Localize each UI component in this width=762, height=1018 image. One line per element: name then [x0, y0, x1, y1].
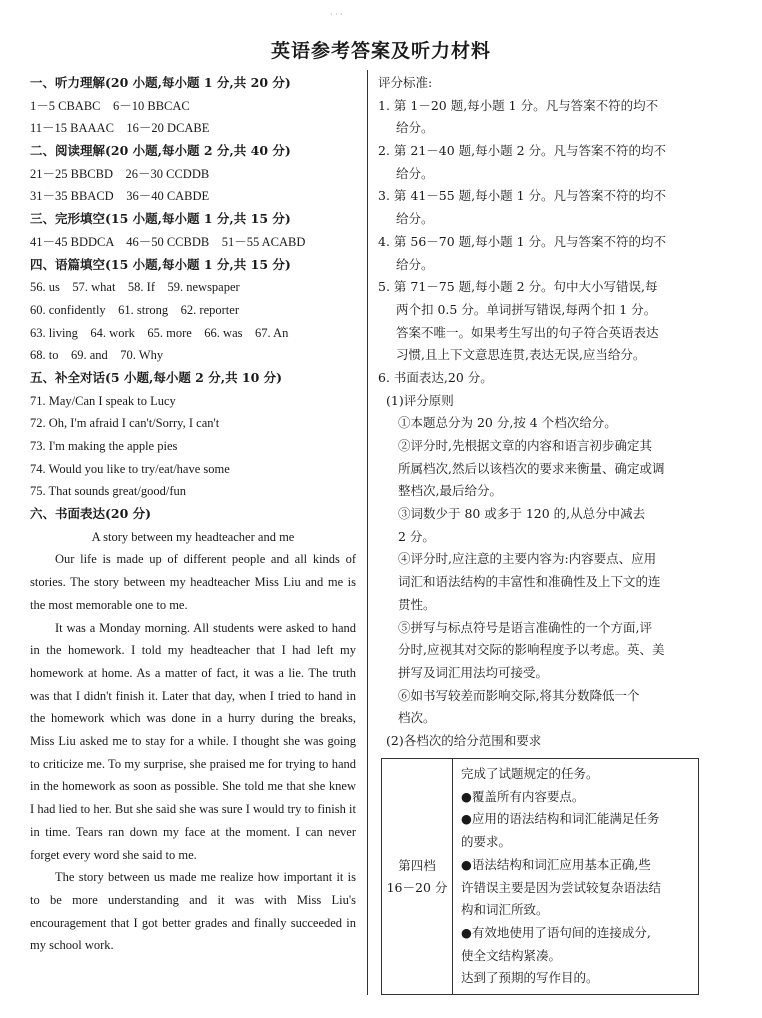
criteria-line: ②评分时,先根据文章的内容和语言初步确定其: [398, 438, 652, 453]
criteria-line: 贯性。: [398, 596, 436, 612]
answer-line: 73. I'm making the apple pies: [30, 439, 178, 453]
answer-line: 74. Would you like to try/eat/have some: [30, 461, 230, 476]
criteria-line: 给分。: [396, 120, 434, 136]
criteria-line: 答案不唯一。如果考生写出的句子符合英语表达: [396, 324, 659, 340]
grade-table: [381, 758, 699, 995]
answer-line: 68. to 69. and 70. Why: [30, 348, 164, 363]
answer-line: 21－25 BBCBD 26－30 CCDDB: [30, 166, 210, 181]
requirement-line: 的要求。: [461, 834, 512, 850]
criteria-line: 3. 第 41－55 题,每小题 1 分。凡与答案不符的均不: [378, 188, 667, 204]
column-divider: [367, 70, 368, 995]
criteria-line: 习惯,且上下文意思连贯,表达无误,应当给分。: [396, 347, 646, 363]
answer-line: 41－45 BDDCA 46－50 CCBDB 51－55 ACABD: [30, 234, 306, 249]
criteria-line: ④评分时,应注意的主要内容为:内容要点、应用: [398, 551, 657, 567]
requirement-line: 使全文结构紧凑。: [461, 947, 562, 963]
essay-body: [30, 548, 356, 957]
answer-line: 31－35 BBACD 36－40 CABDE: [30, 189, 210, 204]
requirement-line: ●覆盖所有内容要点。: [461, 788, 585, 804]
answer-line: 71. May/Can I speak to Lucy: [30, 393, 176, 408]
grade-level-range: 16－20 分: [386, 879, 448, 895]
criteria-line: 词汇和语法结构的丰富性和准确性及上下文的连: [398, 574, 661, 590]
section-heading: 二、阅读理解(20 小题,每小题 2 分,共 40 分): [30, 143, 291, 159]
section-heading: 四、语篇填空(15 小题,每小题 1 分,共 15 分): [30, 256, 291, 272]
scan-mark: · · ·: [330, 10, 343, 19]
requirement-line: 完成了试题规定的任务。: [461, 766, 599, 781]
criteria-line: 1. 第 1－20 题,每小题 1 分。凡与答案不符的均不: [378, 97, 659, 113]
scoring-criteria-column: [378, 72, 704, 753]
criteria-line: ③词数少于 80 或多于 120 的,从总分中减去: [398, 506, 646, 522]
page-title: 英语参考答案及听力材料: [270, 40, 491, 62]
criteria-line: 所属档次,然后以该档次的要求来衡量、确定或调: [398, 460, 665, 476]
answer-line: 60. confidently 61. strong 62. reporter: [30, 302, 239, 317]
criteria-line: 评分标准:: [378, 75, 433, 90]
criteria-line: 分时,应视其对交际的影响程度予以考虑。英、美: [398, 642, 665, 658]
answer-line: 11－15 BAAAC 16－20 DCABE: [30, 121, 210, 136]
requirement-line: ●语法结构和词汇应用基本正确,些: [461, 856, 651, 872]
grade-level-cell: [382, 759, 453, 995]
criteria-line: 给分。: [396, 165, 434, 181]
answer-lines: [30, 72, 356, 526]
section-heading: 五、补全对话(5 小题,每小题 2 分,共 10 分): [30, 369, 283, 385]
criteria-line: ⑥如书写较差而影响交际,将其分数降低一个: [398, 687, 640, 703]
criteria-line: 5. 第 71－75 题,每小题 2 分。句中大小写错误,每: [378, 279, 658, 295]
section-heading: 六、书面表达(20 分): [30, 506, 152, 522]
section-heading: 三、完形填空(15 小题,每小题 1 分,共 15 分): [30, 211, 291, 227]
requirement-line: ●应用的语法结构和词汇能满足任务: [461, 811, 660, 827]
criteria-line: 给分。: [396, 256, 434, 272]
essay-title: A story between my headteacher and me: [91, 529, 295, 544]
grade-level-name: 第四档: [398, 857, 436, 873]
requirement-line: 许错误主要是因为尝试较复杂语法结: [461, 879, 662, 895]
criteria-line: ①本题总分为 20 分,按 4 个档次给分。: [398, 415, 617, 431]
requirement-line: ●有效地使用了语句间的连接成分,: [461, 924, 651, 940]
requirement-line: 达到了预期的写作目的。: [461, 970, 599, 986]
criteria-line: ⑤拼写与标点符号是语言准确性的一个方面,评: [398, 619, 652, 635]
criteria-line: 6. 书面表达,20 分。: [378, 369, 493, 385]
answer-key-column: [30, 72, 356, 957]
criteria-line: 两个扣 0.5 分。单词拼写错误,每两个扣 1 分。: [396, 301, 657, 317]
grade-requirements-cell: [453, 759, 699, 995]
criteria-line: 4. 第 56－70 题,每小题 1 分。凡与答案不符的均不: [378, 233, 667, 249]
answer-line: 1－5 CBABC 6－10 BBCAC: [30, 98, 190, 113]
criteria-line: 拼写及词汇用法均可接受。: [398, 664, 549, 680]
criteria-line: 给分。: [396, 211, 434, 227]
essay-paragraph: It was a Monday morning. All students were asked to hand in the homework. I told my headteacher that I had left my homework at home. As a matter of fact, it was a lie. The truth was that I didn't finish it. Later that day, when I tried to hand in the homework which was done in a hurry during the breaks, Miss Liu asked me to stay for a while. I thought she was going to criticize me. To my surprise, she praised me for trying to hand in the homework as soon as possible. She told me that she knew I had lied to her. But she said she was sure I would try to finish it in time. Tears ran down my face at the moment. I can never forget every word she said to me.: [30, 620, 356, 862]
requirement-line: 构和词汇所致。: [461, 902, 549, 918]
answer-line: 75. That sounds great/good/fun: [30, 484, 186, 499]
answer-line: 56. us 57. what 58. If 59. newspaper: [30, 280, 240, 295]
answer-line: 72. Oh, I'm afraid I can't/Sorry, I can't: [30, 416, 220, 431]
criteria-line: 档次。: [398, 710, 436, 726]
grade-row: [382, 759, 699, 995]
criteria-line: (2)各档次的给分范围和要求: [386, 732, 542, 748]
essay-paragraph: The story between us made me realize how important it is to be more understanding and it was with Miss Liu's encouragement that I got better grades and finally succeeded in my school work.: [30, 870, 356, 953]
section-heading: 一、听力理解(20 小题,每小题 1 分,共 20 分): [30, 75, 291, 90]
criteria-line: 2. 第 21－40 题,每小题 2 分。凡与答案不符的均不: [378, 143, 667, 159]
answer-line: 63. living 64. work 65. more 66. was 67. An: [30, 325, 289, 340]
essay-paragraph: Our life is made up of different people and all kinds of stories. The story between my headteacher Miss Liu and me is the most memorable one to me.: [30, 552, 356, 612]
criteria-lines: [378, 72, 704, 753]
criteria-line: 整档次,最后给分。: [398, 483, 502, 499]
criteria-line: (1)评分原则: [386, 392, 454, 408]
criteria-line: 2 分。: [398, 528, 435, 544]
